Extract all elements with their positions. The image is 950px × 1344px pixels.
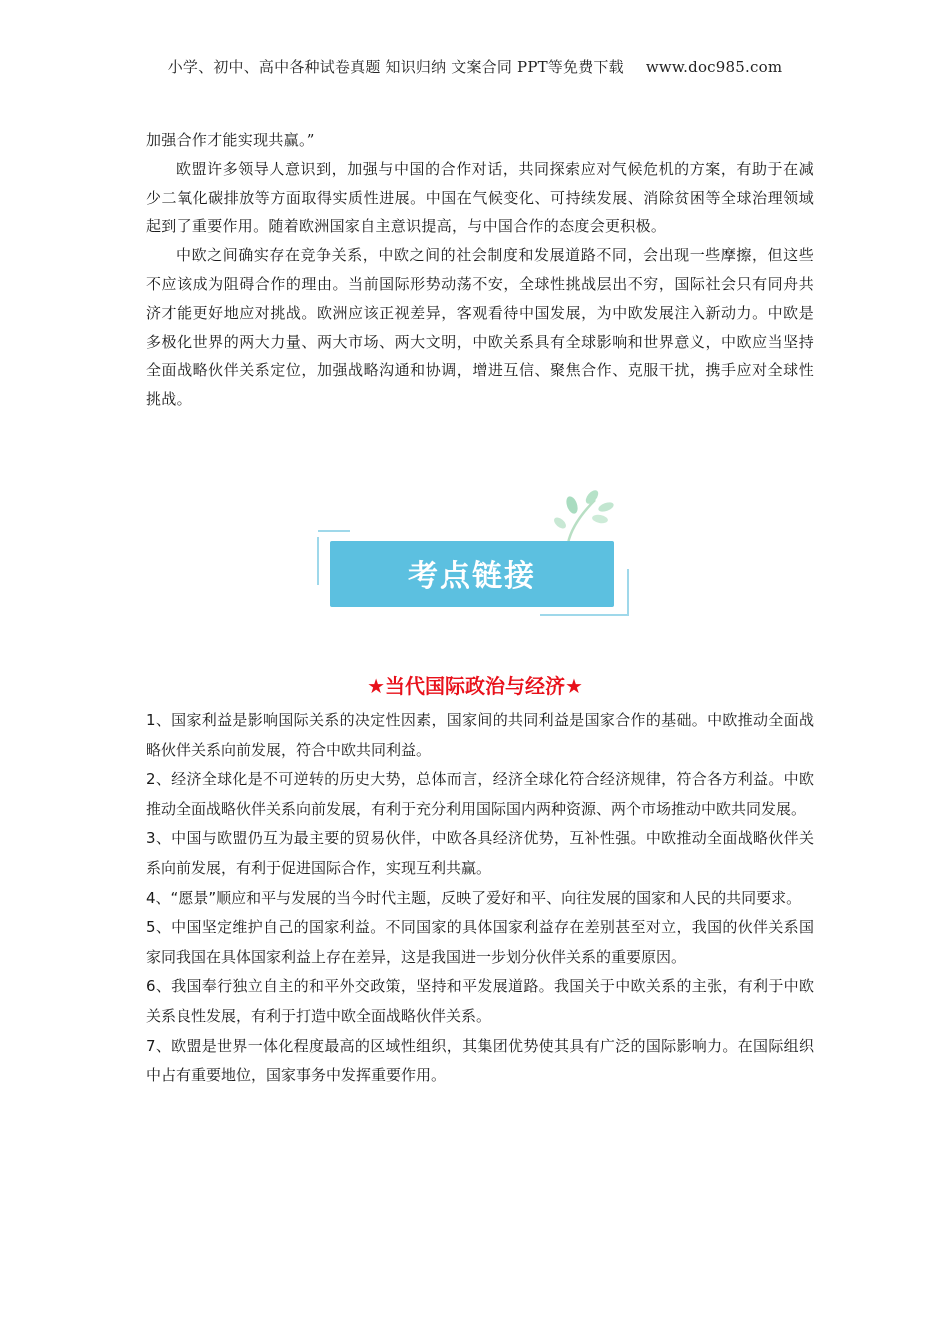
paragraph: 中欧之间确实存在竞争关系，中欧之间的社会制度和发展道路不同，会出现一些摩擦，但这些不应该成为阻碍合作的理由。当前国际形势动荡不安，全球性挑战层出不穷，国际社会只有同舟共济才能更好地应对挑战。欧洲应该正视差异，客观看待中国发展，为中欧发展注入新动力。中欧是多极化世界的两大力量、两大市场、两大文明，中欧关系具有全球影响和世界意义，中欧应当坚持全面战略伙伴关系定位，加强战略沟通和协调，增进互信、聚焦合作、克服干扰，携手应对全球性挑战。 (146, 246, 814, 409)
list-item: 1、国家利益是影响国际关系的决定性因素，国家间的共同利益是国家合作的基础。中欧推动全面战略伙伴关系向前发展，符合中欧共同利益。 (146, 711, 814, 759)
list-item: 7、欧盟是世界一体化程度最高的区域性组织，其集团优势使其具有广泛的国际影响力。在国际组织中占有重要地位，国家事务中发挥重要作用。 (146, 1036, 814, 1085)
paragraph: 加强合作才能实现共赢。” (146, 131, 315, 149)
paragraph: 欧盟许多领导人意识到，加强与中国的合作对话，共同探索应对气候危机的方案，有助于在减少二氧化碳排放等方面取得实质性进展。中国在气候变化、可持续发展、消除贫困等全球治理领域起到了重要作用。随着欧洲国家自主意识提高，与中国合作的态度会更积极。 (146, 159, 814, 236)
article-body (146, 126, 814, 414)
knowledge-points-list (146, 706, 814, 1091)
list-item: 4、“愿景”顺应和平与发展的当今时代主题，反映了爱好和平、向往发展的国家和人民的共同要求。 (146, 888, 802, 907)
list-item: 6、我国奉行独立自主的和平外交政策，坚持和平发展道路。我国关于中欧关系的主张，有利于中欧关系良性发展，有利于打造中欧全面战略伙伴关系。 (146, 977, 814, 1025)
list-item: 3、中国与欧盟仍互为最主要的贸易伙伴，中欧各具经济优势，互补性强。中欧推动全面战略伙伴关系向前发展，有利于促进国际合作，实现互利共赢。 (146, 829, 814, 877)
leaf-decoration-icon (552, 488, 615, 543)
page-header (0, 56, 950, 77)
list-item: 2、经济全球化是不可逆转的历史大势，总体而言，经济全球化符合经济规律，符合各方利益。中欧推动全面战略伙伴关系向前发展，有利于充分利用国际国内两种资源、两个市场推动中欧共同发展。 (146, 770, 814, 818)
list-item: 5、中国坚定维护自己的国家利益。不同国家的具体国家利益存在差别甚至对立，我国的伙伴关系国家同我国在具体国家利益上存在差异，这是我国进一步划分伙伴关系的重要原因。 (146, 918, 814, 966)
section-title (0, 670, 950, 699)
header-site-link[interactable]: www.doc985.com (645, 58, 783, 76)
star-icon: ★ (565, 674, 583, 698)
banner-label: 考点链接 (408, 559, 536, 594)
star-icon: ★ (367, 674, 385, 698)
section-banner (310, 485, 640, 620)
header-text: 小学、初中、高中各种试卷真题 知识归纳 文案合同 PPT等免费下载 (167, 58, 624, 76)
section-title-text: 当代国际政治与经济 (385, 674, 565, 698)
